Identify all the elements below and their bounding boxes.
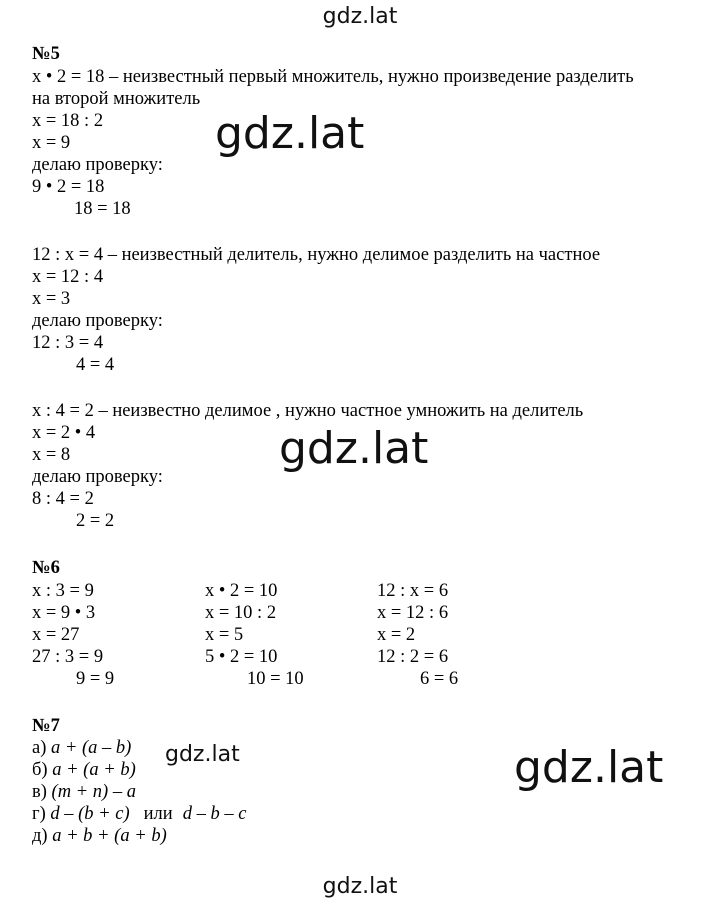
task5-part3-line6: 2 = 2 bbox=[76, 511, 115, 531]
task6-col1-line2: x = 9 • 3 bbox=[32, 603, 96, 623]
task5-part1-line6: 9 • 2 = 18 bbox=[32, 177, 105, 197]
task5-part2-line2: x = 12 : 4 bbox=[32, 267, 104, 287]
task5-part3-line1: x : 4 = 2 – неизвестно делимое , нужно частное умножить на делитель bbox=[32, 401, 584, 421]
task6-heading: №6 bbox=[32, 558, 60, 578]
task6-col2-line3: x = 5 bbox=[205, 625, 244, 645]
task6-col1-line4: 27 : 3 = 9 bbox=[32, 647, 104, 667]
task5-part3-line3: x = 8 bbox=[32, 445, 71, 465]
task5-part2-line1: 12 : x = 4 – неизвестный делитель, нужно делимое разделить на частное bbox=[32, 245, 601, 265]
task5-heading: №5 bbox=[32, 44, 60, 64]
task6-col3-line4: 12 : 2 = 6 bbox=[377, 647, 449, 667]
task5-part2-line3: x = 3 bbox=[32, 289, 71, 309]
task7-item-a-expr: a + (a – b) bbox=[51, 738, 132, 758]
task7-item-b-label: б) bbox=[32, 760, 53, 780]
task5-part2-line4: делаю проверку: bbox=[32, 311, 163, 331]
task6-col2-line2: x = 10 : 2 bbox=[205, 603, 277, 623]
task5-part2-line5: 12 : 3 = 4 bbox=[32, 333, 104, 353]
task7-heading: №7 bbox=[32, 716, 60, 736]
task6-col1-line1: x : 3 = 9 bbox=[32, 581, 94, 601]
task7-item-d bbox=[32, 825, 167, 847]
task7-item-v-label: в) bbox=[32, 782, 52, 802]
task6-col3-line5: 6 = 6 bbox=[420, 669, 459, 689]
task7-item-a-label: а) bbox=[32, 738, 51, 758]
task7-item-d-label: д) bbox=[32, 826, 53, 846]
task6-col2-line5: 10 = 10 bbox=[247, 669, 304, 689]
task6-col3-line2: x = 12 : 6 bbox=[377, 603, 449, 623]
watermark-large-3: gdz.lat bbox=[514, 742, 664, 793]
task5-part3-line2: x = 2 • 4 bbox=[32, 423, 96, 443]
task6-col1-line5: 9 = 9 bbox=[76, 669, 115, 689]
watermark-bottom: gdz.lat bbox=[322, 874, 398, 899]
task7-item-g-label: г) bbox=[32, 804, 51, 824]
task6-col2-line4: 5 • 2 = 10 bbox=[205, 647, 278, 667]
task5-part1-line5: делаю проверку: bbox=[32, 155, 163, 175]
watermark-large-2: gdz.lat bbox=[279, 423, 429, 474]
task7-item-g-or: или bbox=[143, 804, 173, 824]
task7-item-g-expr: d – (b + c) bbox=[50, 804, 130, 824]
task6-col3-line1: 12 : x = 6 bbox=[377, 581, 449, 601]
task7-item-b-expr: a + (a + b) bbox=[52, 760, 136, 780]
task7-item-g-alt: d – b – c bbox=[182, 804, 247, 824]
task7-item-v-expr: (m + n) – a bbox=[51, 782, 136, 802]
task7-item-g bbox=[32, 803, 246, 825]
task6-col2-line1: x • 2 = 10 bbox=[205, 581, 278, 601]
task5-part3-line4: делаю проверку: bbox=[32, 467, 163, 487]
task5-part3-line5: 8 : 4 = 2 bbox=[32, 489, 94, 509]
task5-part1-line7: 18 = 18 bbox=[74, 199, 131, 219]
task5-part1-line2: на второй множитель bbox=[32, 89, 201, 109]
watermark-top: gdz.lat bbox=[322, 4, 398, 29]
task5-part1-line1: x • 2 = 18 – неизвестный первый множитель, нужно произведение разделить bbox=[32, 67, 634, 87]
watermark-large-1: gdz.lat bbox=[215, 108, 365, 159]
task7-item-b bbox=[32, 759, 136, 781]
task5-part2-line6: 4 = 4 bbox=[76, 355, 115, 375]
task6-col3-line3: x = 2 bbox=[377, 625, 416, 645]
task5-part1-line4: x = 9 bbox=[32, 133, 71, 153]
task7-item-a bbox=[32, 737, 131, 759]
task7-item-d-expr: a + b + (a + b) bbox=[52, 826, 167, 846]
watermark-small: gdz.lat bbox=[165, 742, 240, 767]
task6-col1-line3: x = 27 bbox=[32, 625, 80, 645]
task7-item-v bbox=[32, 781, 136, 803]
task5-part1-line3: x = 18 : 2 bbox=[32, 111, 104, 131]
